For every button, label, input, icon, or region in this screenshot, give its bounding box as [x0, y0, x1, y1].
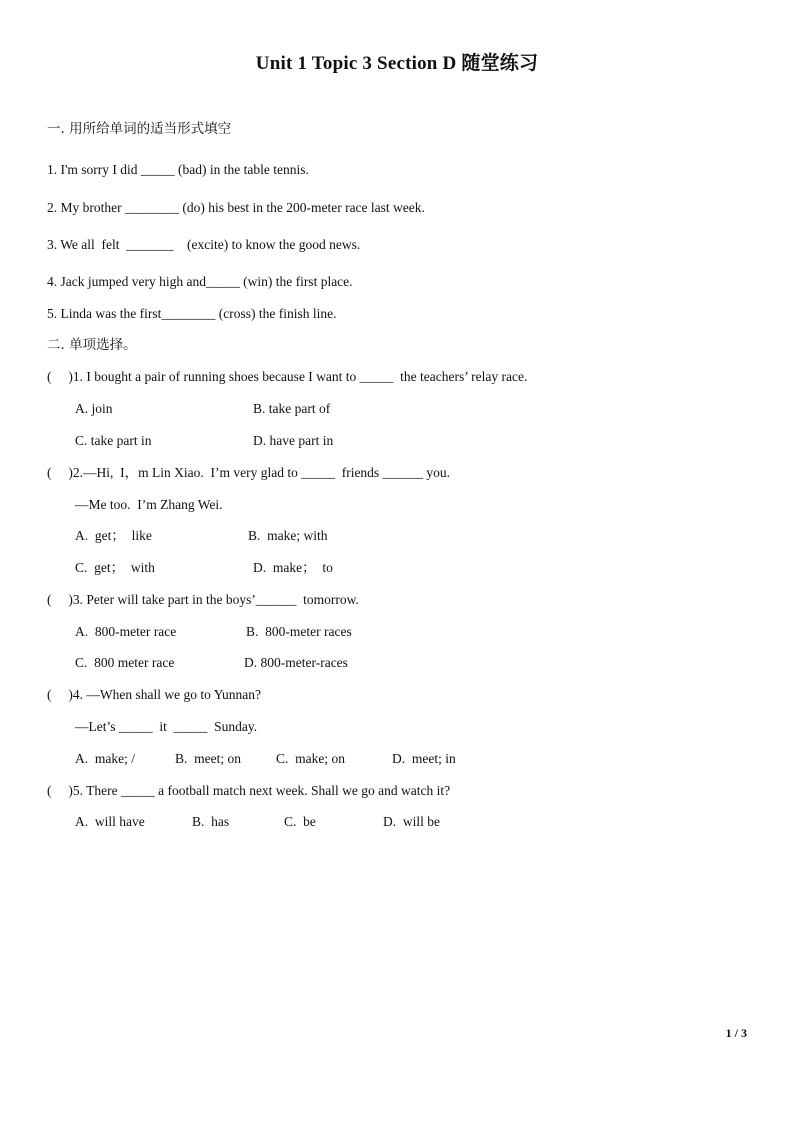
- question-4-option-a: A. make; /: [75, 751, 135, 766]
- section-1-heading: 一. 用所给单词的适当形式填空: [47, 121, 232, 137]
- question-3-option-d: D. 800-meter-races: [244, 655, 348, 670]
- question-2-reply: —Me too. I’m Zhang Wei.: [75, 497, 223, 512]
- section-2-heading: 二. 单项选择。: [47, 337, 137, 353]
- fill-blank-item-2: 2. My brother ________ (do) his best in the 200-meter race last week.: [47, 200, 425, 215]
- question-5-option-b: B. has: [192, 814, 230, 829]
- fill-blank-item-4: 4. Jack jumped very high and_____ (win) the first place.: [47, 274, 353, 289]
- question-4-option-b: B. meet; on: [175, 751, 241, 766]
- question-5-stem: ( )5. There _____ a football match next week. Shall we go and watch it?: [47, 783, 451, 798]
- question-4-reply: —Let’s _____ it _____ Sunday.: [75, 719, 258, 734]
- question-3-option-c: C. 800 meter race: [75, 655, 175, 670]
- question-1-option-c: C. take part in: [75, 433, 152, 448]
- question-5-option-a: A. will have: [75, 814, 145, 829]
- page-number: 1 / 3: [725, 1026, 747, 1040]
- question-3-option-b: B. 800-meter races: [246, 624, 352, 639]
- question-3-stem: ( )3. Peter will take part in the boys’______ tomorrow.: [47, 592, 359, 607]
- question-4-stem: ( )4. —When shall we go to Yunnan?: [47, 687, 261, 702]
- question-1-stem: ( )1. I bought a pair of running shoes because I want to _____ the teachers’ relay race.: [47, 369, 528, 384]
- question-1-option-a: A. join: [75, 401, 113, 416]
- question-4-option-c: C. make; on: [276, 751, 345, 766]
- worksheet-title: Unit 1 Topic 3 Section D 随堂练习: [255, 53, 539, 74]
- question-2-option-d: D. make； to: [253, 560, 333, 575]
- question-2-option-a: A. get； like: [75, 528, 152, 543]
- question-4-option-d: D. meet; in: [392, 751, 456, 766]
- question-1-option-b: B. take part of: [253, 401, 331, 416]
- question-2-stem: ( )2.—Hi, I，m Lin Xiao. I’m very glad to _____ friends ______ you.: [47, 465, 451, 480]
- question-5-option-c: C. be: [284, 814, 316, 829]
- fill-blank-item-5: 5. Linda was the first________ (cross) the finish line.: [47, 306, 337, 321]
- question-1-option-d: D. have part in: [253, 433, 334, 448]
- question-2-option-b: B. make; with: [248, 528, 328, 543]
- fill-blank-item-1: 1. I'm sorry I did _____ (bad) in the table tennis.: [47, 162, 309, 177]
- fill-blank-item-3: 3. We all felt _______ (excite) to know the good news.: [47, 237, 361, 252]
- question-3-option-a: A. 800-meter race: [75, 624, 177, 639]
- question-2-option-c: C. get； with: [75, 560, 155, 575]
- question-5-option-d: D. will be: [383, 814, 440, 829]
